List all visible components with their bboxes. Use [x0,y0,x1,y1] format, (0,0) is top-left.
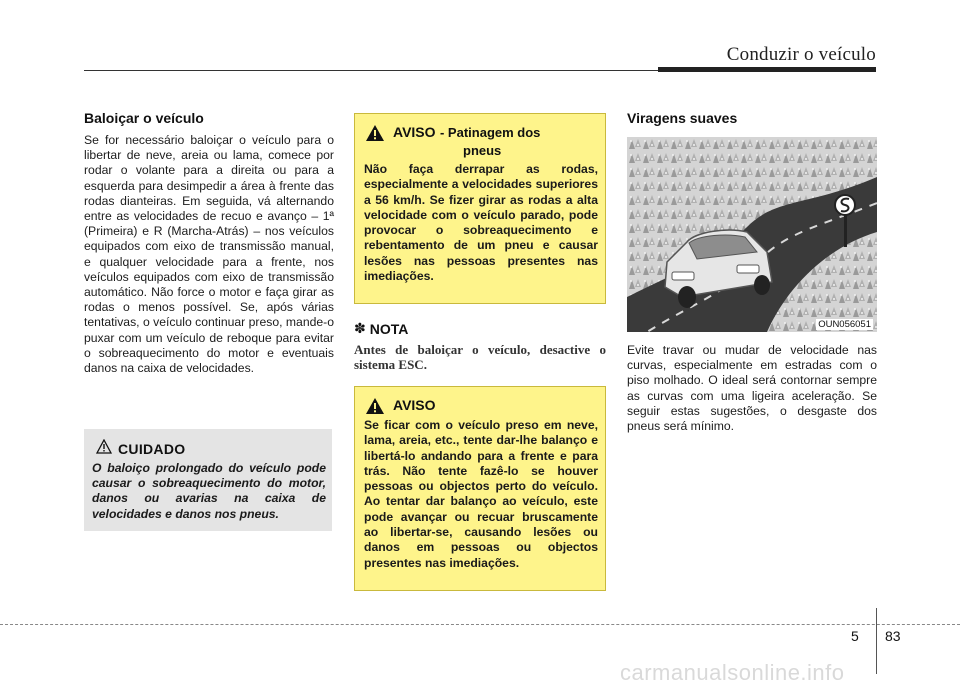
note-title: NOTA [369,320,409,337]
caution-title: CUIDADO [118,441,186,457]
warning-triangle-icon [365,397,385,420]
warning-title: AVISO [393,124,436,140]
cornering-paragraph: Evite travar ou mudar de velocidade nas curvas, especialmente em estradas com o piso molhado. O ideal será contornar sempre as curvas com uma ligeira aceleração. Se seguir estas sugestões, o desgaste dos pneus será mínimo. [627,343,877,434]
cornering-text [627,343,877,434]
warning-text: Não faça derrapar as rodas, especialmente a velocidades superiores a 56 km/h. Se fizer girar as rodas a alta velocidade com o veículo parado, pode provocar o sobreaquecimento e rebentamento de um pneu e causar lesões nas pessoas presentes nas imediações. [364,162,598,284]
caution-box [84,429,332,531]
warning-box-stuck-vehicle [354,386,606,591]
smooth-cornering-section [627,110,877,133]
warning-subtitle-2: pneus [463,143,502,158]
note-symbol-icon: ✽ [354,320,366,336]
caution-text: O baloiço prolongado do veículo pode causar o sobreaquecimento do motor, danos ou avarias na caixa de velocidades e danos nos pneus. [92,461,326,521]
caution-header [96,439,185,459]
rocking-section [84,110,334,376]
section-title: Conduzir o veículo [726,44,876,65]
warning-header [365,124,540,160]
header-rule [84,70,660,71]
warning-subtitle-1: - Patinagem dos [439,125,541,140]
page-number: 83 [885,628,901,644]
watermark: carmanualsonline.info [620,660,845,685]
warning-text: Se ficar com o veículo preso em neve, lama, areia, etc., tente dar-lhe balanço e libertá-lo andando para a frente e para trás. Não tente fazê-lo se houver pessoas ou objectos perto do veículo. Ao tentar dar balanço ao veículo, este pode avançar ou recuar bruscamente ao libertar-se, causando lesões ou danos em pessoas ou objectos presentes nas imediações. [364,418,598,570]
warning-header [365,397,436,420]
note-header [354,320,408,337]
caution-triangle-icon [96,439,112,459]
footer-divider [876,608,877,674]
car-on-curve-illustration [627,137,877,332]
chapter-number: 5 [851,628,859,644]
cornering-illustration [627,137,877,332]
header-rule-accent [658,67,876,72]
cornering-heading: Viragens suaves [627,110,738,126]
note-text: Antes de baloiçar o veículo, desactive o sistema ESC. [354,342,606,372]
warning-triangle-icon [365,124,385,147]
footer-rule [0,624,960,625]
figure-code-label: OUN056051 [818,319,871,330]
warning-title: AVISO [393,397,436,413]
rocking-heading: Baloiçar o veículo [84,110,204,126]
rocking-paragraph: Se for necessário baloiçar o veículo para o libertar de neve, areia ou lama, comece por rodar o volante para a direita ou para a esquerda para desimpedir a área à frente das rodas dianteiras. Em seguida, vá alternando entre as velocidades de recuo e avanço – 1ª (Primeira) e R (Marcha-Atrás) – nos veículos equipados com eixo de transmissão manual, e qualquer velocidade para a frente, nos veículos equipados com eixo de transmissão automático. Não force o motor e faça girar as rodas o menos possível. Se, após várias tentativas, o veículo continuar preso, mande-o puxar com um veículo de reboque para evitar o sobreaquecimento do motor e eventuais danos na caixa de velocidades. [84,133,334,376]
warning-box-tire-spin [354,113,606,304]
